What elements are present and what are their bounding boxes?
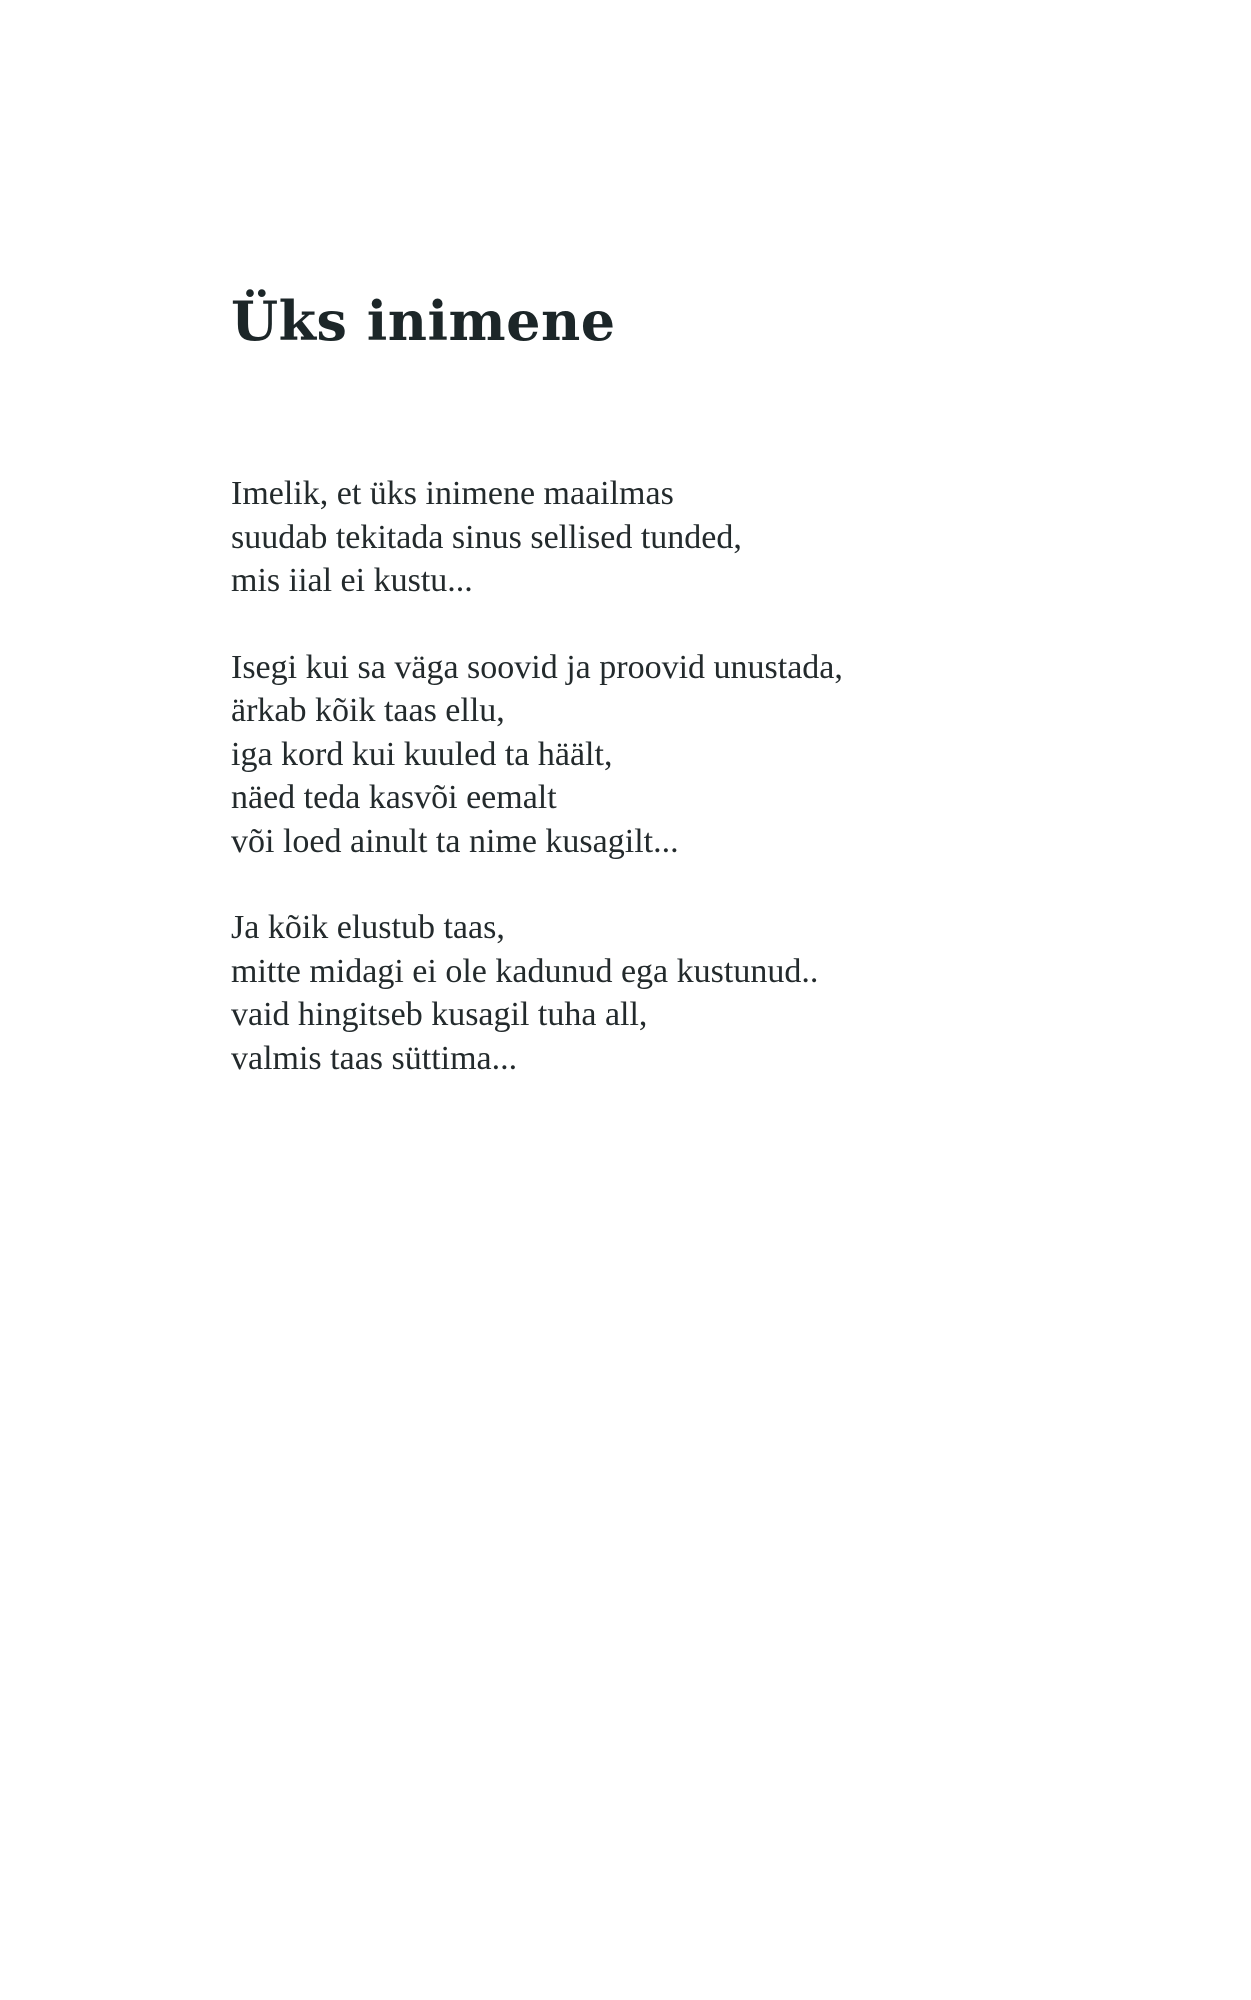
poem-line: näed teda kasvõi eemalt — [231, 779, 557, 816]
poem-line: Ja kõik elustub taas, — [231, 909, 505, 946]
poem-line: suudab tekitada sinus sellised tunded, — [231, 518, 742, 556]
stanza-3 — [231, 906, 843, 1080]
stanza-2 — [231, 646, 843, 864]
poem-line: Isegi kui sa väga soovid ja proovid unustada, — [231, 648, 843, 686]
poem-line: või loed ainult ta nime kusagilt... — [231, 822, 679, 860]
poem-line: vaid hingitseb kusagil tuha all, — [231, 996, 648, 1033]
poem-line: mis iial ei kustu... — [231, 562, 473, 599]
poem-line: Imelik, et üks inimene maailmas — [231, 475, 674, 512]
stanza-1 — [231, 472, 843, 603]
poem-line: mitte midagi ei ole kadunud ega kustunud.. — [231, 952, 819, 990]
poem-title: Üks inimene — [231, 289, 616, 353]
poem-line: valmis taas süttima... — [231, 1039, 518, 1077]
poem-line: iga kord kui kuuled ta häält, — [231, 735, 613, 773]
poem-body — [231, 472, 843, 1123]
poem-line: ärkab kõik taas ellu, — [231, 692, 505, 729]
